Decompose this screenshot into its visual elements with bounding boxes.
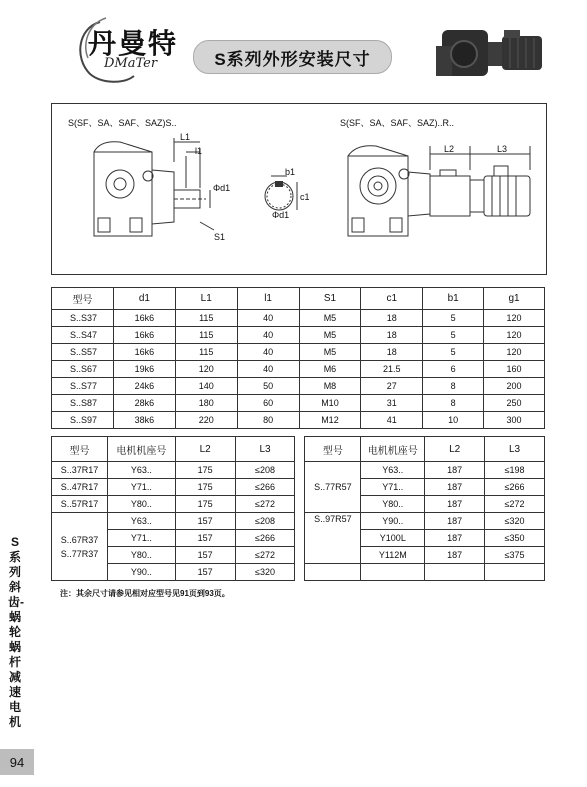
l2-cell: 187: [425, 462, 485, 479]
motor-frame-cell: Y80..: [361, 496, 425, 513]
value-cell: 16k6: [113, 327, 175, 344]
model-cell: S..S67: [52, 361, 114, 378]
gap-cell: [295, 462, 305, 581]
l2-cell: 157: [175, 564, 235, 581]
l2-cell: 157: [175, 530, 235, 547]
motor-frame-cell: Y63..: [107, 462, 175, 479]
right-drawing-caption: S(SF、SA、SAF、SAZ)..R..: [340, 118, 455, 128]
value-cell: M6: [299, 361, 361, 378]
label-S1: S1: [214, 232, 226, 242]
table-header-row: [52, 437, 545, 462]
value-cell: 5: [423, 344, 484, 361]
empty-cell: [361, 564, 425, 581]
value-cell: 60: [237, 395, 299, 412]
l3-cell: ≤320: [485, 513, 545, 530]
l3-cell: ≤375: [485, 547, 545, 564]
label-d1-section: Φd1: [272, 210, 290, 220]
l2-cell: 157: [175, 547, 235, 564]
value-cell: 115: [175, 344, 237, 361]
value-cell: 24k6: [113, 378, 175, 395]
l2-cell: 175: [175, 496, 235, 513]
l2-cell: 187: [425, 479, 485, 496]
motor-frame-cell: Y100L: [361, 530, 425, 547]
value-cell: 8: [423, 378, 484, 395]
empty-cell: [485, 564, 545, 581]
value-cell: 50: [237, 378, 299, 395]
value-cell: 19k6: [113, 361, 175, 378]
value-cell: 40: [237, 361, 299, 378]
col-header: L2: [425, 437, 485, 462]
value-cell: 16k6: [113, 310, 175, 327]
l2-cell: 187: [425, 547, 485, 564]
value-cell: 120: [484, 310, 545, 327]
gap-cell: [295, 437, 305, 462]
value-cell: 5: [423, 327, 484, 344]
table-row: [52, 327, 545, 344]
value-cell: 40: [237, 327, 299, 344]
motor-frame-cell: Y90..: [361, 513, 425, 530]
l2-cell: 187: [425, 513, 485, 530]
label-L1: L1: [180, 132, 191, 142]
motor-frame-cell: Y80..: [107, 547, 175, 564]
col-header: 电机机座号: [361, 437, 425, 462]
col-header: b1: [423, 288, 484, 310]
value-cell: 18: [361, 310, 423, 327]
value-cell: 220: [175, 412, 237, 429]
value-cell: 8: [423, 395, 484, 412]
col-header: L1: [175, 288, 237, 310]
col-header: S1: [299, 288, 361, 310]
col-header: l1: [237, 288, 299, 310]
page-title: S系列外形安装尺寸: [193, 40, 392, 74]
value-cell: 21.5: [361, 361, 423, 378]
col-header: c1: [361, 288, 423, 310]
value-cell: 160: [484, 361, 545, 378]
col-header: 电机机座号: [107, 437, 175, 462]
col-header: 型号: [52, 288, 114, 310]
value-cell: 200: [484, 378, 545, 395]
value-cell: 300: [484, 412, 545, 429]
motor-frame-cell: Y90..: [107, 564, 175, 581]
logo-text: 丹曼特: [88, 27, 179, 60]
value-cell: 250: [484, 395, 545, 412]
table-row: [52, 395, 545, 412]
motor-frame-cell: Y112M: [361, 547, 425, 564]
label-L3: L3: [497, 144, 508, 154]
table-row: [52, 310, 545, 327]
label-d1: Φd1: [213, 183, 231, 193]
table-row: [52, 378, 545, 395]
l3-cell: ≤272: [235, 547, 295, 564]
motor-frame-cell: Y63..: [107, 513, 175, 530]
value-cell: 180: [175, 395, 237, 412]
model-cell: S..S47: [52, 327, 114, 344]
model-name: S..67R37: [60, 534, 99, 545]
model-cell: S..57R17: [52, 496, 108, 513]
motor-combination-table: [51, 436, 545, 581]
label-L2: L2: [444, 144, 455, 154]
l3-cell: ≤266: [485, 479, 545, 496]
value-cell: 38k6: [113, 412, 175, 429]
motor-frame-cell: Y71..: [107, 530, 175, 547]
empty-cell: [425, 564, 485, 581]
model-cell: S..37R17: [52, 462, 108, 479]
empty-cell: [305, 564, 361, 581]
label-c1: c1: [300, 192, 310, 202]
value-cell: 40: [237, 310, 299, 327]
l3-cell: ≤320: [235, 564, 295, 581]
l3-cell: ≤272: [485, 496, 545, 513]
logo-subtext: DMaTer: [104, 56, 158, 71]
left-drawing-caption: S(SF、SA、SAF、SAZ)S..: [68, 118, 177, 128]
label-b1: b1: [285, 167, 296, 177]
col-header: 型号: [52, 437, 108, 462]
value-cell: M8: [299, 378, 361, 395]
value-cell: 120: [484, 344, 545, 361]
value-cell: M5: [299, 327, 361, 344]
value-cell: 6: [423, 361, 484, 378]
col-header: L2: [175, 437, 235, 462]
footnote: 注：其余尺寸请参见相对应型号见91页到93页。: [60, 589, 230, 598]
col-header: L3: [235, 437, 295, 462]
label-l1: l1: [195, 146, 203, 156]
value-cell: 80: [237, 412, 299, 429]
product-image: [432, 16, 552, 88]
l3-cell: ≤198: [485, 462, 545, 479]
value-cell: 16k6: [113, 344, 175, 361]
value-cell: 18: [361, 327, 423, 344]
value-cell: M10: [299, 395, 361, 412]
motor-frame-cell: Y63..: [361, 462, 425, 479]
model-cell: S..S77: [52, 378, 114, 395]
table-body: [52, 310, 545, 429]
value-cell: M12: [299, 412, 361, 429]
model-cell: S..S57: [52, 344, 114, 361]
value-cell: M5: [299, 344, 361, 361]
l3-cell: ≤208: [235, 513, 295, 530]
model-cell: S..S97: [52, 412, 114, 429]
value-cell: 10: [423, 412, 484, 429]
table-row: [52, 462, 545, 479]
motor-frame-cell: Y71..: [107, 479, 175, 496]
l3-cell: ≤208: [235, 462, 295, 479]
col-header: 型号: [305, 437, 361, 462]
value-cell: 115: [175, 310, 237, 327]
motor-frame-cell: Y80..: [107, 496, 175, 513]
value-cell: 40: [237, 344, 299, 361]
value-cell: 28k6: [113, 395, 175, 412]
value-cell: 120: [175, 361, 237, 378]
l3-cell: ≤350: [485, 530, 545, 547]
value-cell: 140: [175, 378, 237, 395]
col-header: d1: [113, 288, 175, 310]
l2-cell: 157: [175, 513, 235, 530]
model-cell: S..77R57: [305, 462, 361, 513]
value-cell: 120: [484, 327, 545, 344]
col-header: L3: [485, 437, 545, 462]
model-cell: S..97R57: [305, 513, 361, 564]
series-sidebar-label: S系列斜齿-蜗轮蜗杆减速电机: [8, 535, 24, 729]
model-cell: S..47R17: [52, 479, 108, 496]
model-cell: [52, 513, 108, 581]
l2-cell: 187: [425, 496, 485, 513]
value-cell: 115: [175, 327, 237, 344]
value-cell: 5: [423, 310, 484, 327]
l2-cell: 187: [425, 530, 485, 547]
page-number: 94: [0, 749, 34, 775]
value-cell: 31: [361, 395, 423, 412]
table-header-row: [52, 288, 545, 310]
motor-frame-cell: Y71..: [361, 479, 425, 496]
motor-combination-drawing: [344, 140, 534, 244]
l3-cell: ≤272: [235, 496, 295, 513]
l2-cell: 175: [175, 479, 235, 496]
model-cell: S..S87: [52, 395, 114, 412]
value-cell: M5: [299, 310, 361, 327]
model-cell: S..S37: [52, 310, 114, 327]
l3-cell: ≤266: [235, 530, 295, 547]
l3-cell: ≤266: [235, 479, 295, 496]
value-cell: 27: [361, 378, 423, 395]
col-header: g1: [484, 288, 545, 310]
table-row: [52, 412, 545, 429]
value-cell: 41: [361, 412, 423, 429]
l2-cell: 175: [175, 462, 235, 479]
table-row: [52, 361, 545, 378]
model-name: S..77R37: [60, 548, 99, 559]
dimensions-table: [51, 287, 545, 429]
table-row: [52, 344, 545, 361]
value-cell: 18: [361, 344, 423, 361]
